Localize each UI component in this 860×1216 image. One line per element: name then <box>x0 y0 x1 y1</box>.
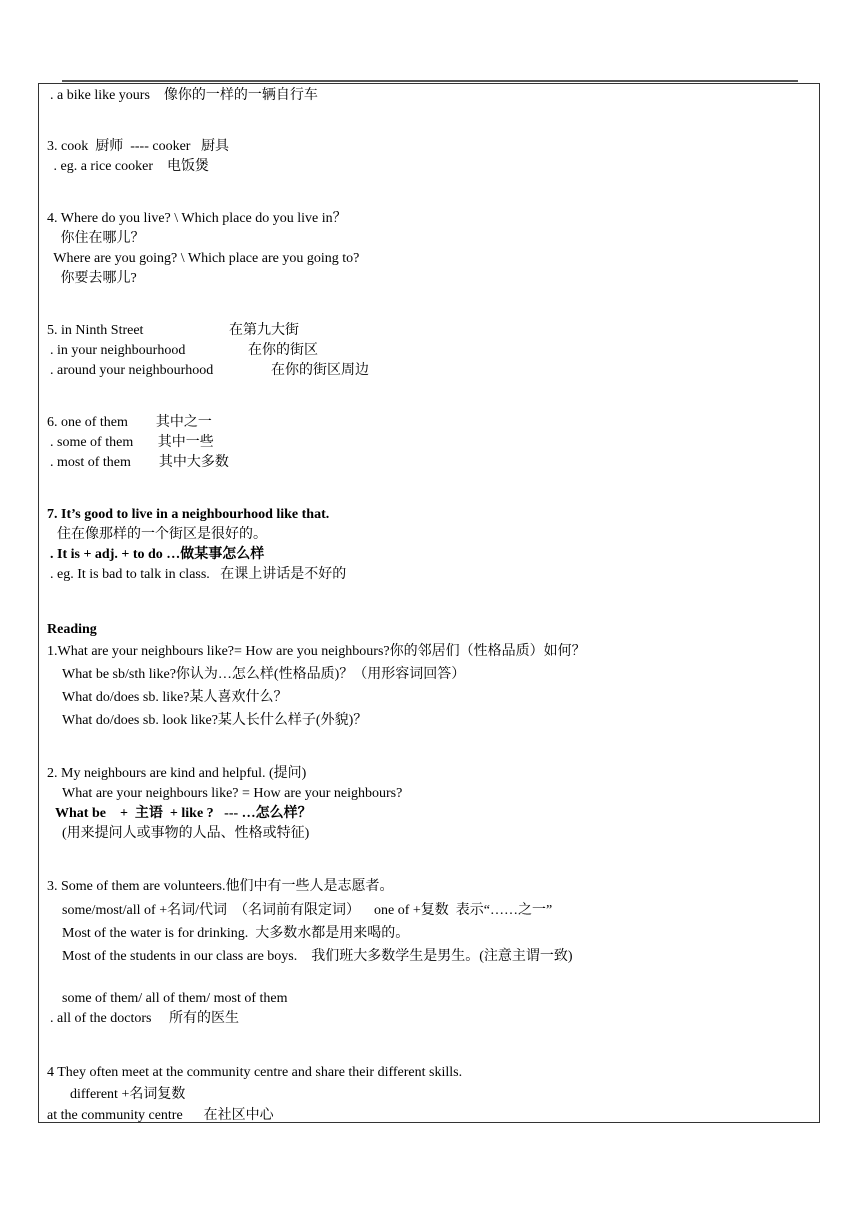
text-line-25: (用来提问人或事物的人品、性格或特征) <box>62 826 310 841</box>
text-line-6: Where are you going? \ Which place are you going to? <box>50 251 360 266</box>
text-line-22: 2. My neighbours are kind and helpful. (提问) <box>47 766 307 781</box>
text-line-4: 4. Where do you live? \ Which place do you live in？ <box>47 211 347 226</box>
text-line-8-cn: 在第九大街 <box>229 323 299 338</box>
text-line-31: . all of the doctors 所有的医生 <box>50 1011 239 1026</box>
text-line-15: 住在像那样的一个街区是很好的。 <box>50 527 267 542</box>
text-line-12: . some of them 其中一些 <box>50 435 214 450</box>
content-box <box>38 83 820 1123</box>
text-line-7: 你要去哪儿? <box>50 271 137 286</box>
text-line-2: 3. cook 厨师 ---- cooker 厨具 <box>47 139 229 154</box>
text-line-34: at the community centre 在社区中心 <box>47 1108 274 1123</box>
text-line-10-cn: 在你的街区周边 <box>271 363 369 378</box>
text-line-8: 5. in Ninth Street <box>47 323 144 338</box>
text-line-32: 4 They often meet at the community centre and share their different skills. <box>47 1065 463 1080</box>
text-line-3: . eg. a rice cooker 电饭煲 <box>50 159 209 174</box>
text-line-29: Most of the students in our class are boys. 我们班大多数学生是男生。(注意主谓一致) <box>62 949 573 964</box>
text-line-21: What do/does sb. look like?某人长什么样子(外貌)？ <box>62 713 368 728</box>
text-line-17: . eg. It is bad to talk in class. 在课上讲话是不好的 <box>50 567 347 582</box>
text-line-23: What are your neighbours like? = How are your neighbours? <box>62 786 403 801</box>
text-line-14: 7. It’s good to live in a neighbourhood like that. <box>47 507 330 522</box>
text-line-30: some of them/ all of them/ most of them <box>62 991 288 1006</box>
text-line-19: What be sb/sth like?你认为…怎么样(性格品质)？（用形容词回答） <box>62 667 466 682</box>
text-line-13: . most of them 其中大多数 <box>50 455 229 470</box>
text-line-20: What do/does sb. like?某人喜欢什么？ <box>62 690 288 705</box>
text-line-18: 1.What are your neighbours like?= How are you neighbours?你的邻居们（性格品质）如何？ <box>47 644 586 659</box>
text-line-26: 3. Some of them are volunteers.他们中有一些人是志愿者。 <box>47 879 394 894</box>
text-line-24: What be + 主语 + like ? --- …怎么样？ <box>55 806 312 821</box>
text-line-27: some/most/all of +名词/代词 （名词前有限定词） one of +复数 表示“……之一” <box>62 903 553 918</box>
text-line-5: 你住在哪儿？ <box>50 231 145 246</box>
text-line-11: 6. one of them 其中之一 <box>47 415 212 430</box>
header-rule <box>62 80 798 82</box>
text-line-28: Most of the water is for drinking. 大多数水都是用来喝的。 <box>62 926 410 941</box>
text-line-33: different +名词复数 <box>70 1087 186 1102</box>
reading-heading: Reading <box>47 622 97 637</box>
text-line-9: . in your neighbourhood <box>50 343 186 358</box>
text-line-10: . around your neighbourhood <box>50 363 214 378</box>
text-line-1: . a bike like yours 像你的一样的一辆自行车 <box>50 88 318 103</box>
text-line-16: . It is + adj. + to do …做某事怎么样 <box>50 547 265 562</box>
text-line-9-cn: 在你的街区 <box>248 343 318 358</box>
